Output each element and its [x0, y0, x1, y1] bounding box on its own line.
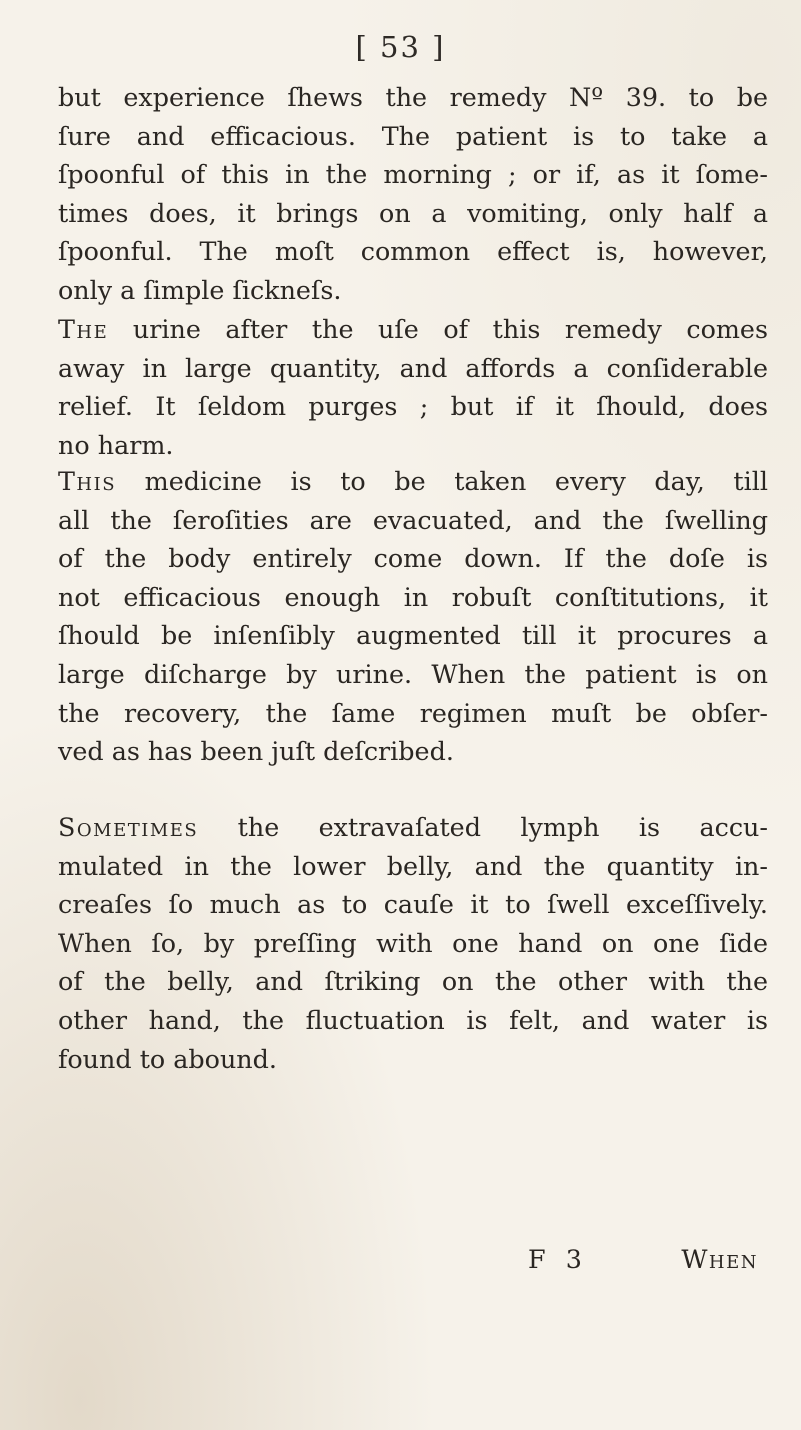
- page-number-header: [ 53 ]: [355, 30, 446, 64]
- text-line: large diſcharge by urine. When the patient is on: [58, 658, 768, 689]
- text-line-rest: medicine is to be taken every day, till: [116, 466, 768, 496]
- text-line: ved as has been juſt deſcribed.: [58, 736, 454, 767]
- text-line: of the body entirely come down. If the doſe is: [58, 543, 768, 574]
- text-line: When ſo, by preſſing with one hand on one ſide: [58, 927, 768, 958]
- paragraph-1: [58, 78, 768, 310]
- text-line: all the ſeroſities are evacuated, and the ſwelling: [58, 504, 768, 535]
- text-line: relief. It ſeldom purges ; but if it ſhould, does: [58, 391, 768, 422]
- paragraph-lead-word: Sometimes: [58, 812, 199, 842]
- text-line: mulated in the lower belly, and the quantity in-: [58, 850, 768, 881]
- page-footer: [58, 1244, 768, 1288]
- paragraph-4: [58, 808, 768, 1078]
- text-line-rest: urine after the uſe of this remedy comes: [108, 314, 768, 344]
- text-line: but experience ſhews the remedy Nº 39. to be: [58, 82, 768, 112]
- text-line: the recovery, the ſame regimen muſt be obſer-: [58, 697, 768, 728]
- text-line: [58, 808, 768, 847]
- text-line: no harm.: [58, 429, 174, 460]
- paragraph-lead-word: This: [58, 466, 117, 496]
- text-line: other hand, the fluctuation is felt, and water is: [58, 1004, 768, 1035]
- catchword: When: [681, 1244, 758, 1274]
- signature-mark: F 3: [528, 1244, 588, 1274]
- text-line: ſhould be inſenſibly augmented till it procures a: [58, 620, 768, 651]
- text-line: ſpoonful. The moſt common effect is, however,: [58, 236, 768, 267]
- text-line: [58, 310, 768, 349]
- text-line: ſure and efficacious. The patient is to take a: [58, 120, 768, 151]
- text-line: of the belly, and ſtriking on the other with the: [58, 966, 768, 997]
- text-line: times does, it brings on a vomiting, only half a: [58, 197, 768, 228]
- paragraph-3: [58, 462, 768, 771]
- text-line: creaſes ſo much as to cauſe it to ſwell exceſſively.: [58, 889, 768, 920]
- paragraph-lead-word: The: [58, 314, 109, 344]
- text-line-rest: the extravaſated lymph is accu-: [198, 812, 768, 842]
- paragraph-2: [58, 310, 768, 464]
- text-line: [58, 462, 768, 501]
- text-line: not efficacious enough in robuſt conſtitutions, it: [58, 581, 768, 612]
- text-line: ſpoonful of this in the morning ; or if, as it ſome-: [58, 159, 768, 190]
- text-line: only a ſimple ſickneſs.: [58, 274, 342, 305]
- text-line: away in large quantity, and affords a conſiderable: [58, 352, 768, 383]
- text-line: found to abound.: [58, 1043, 277, 1074]
